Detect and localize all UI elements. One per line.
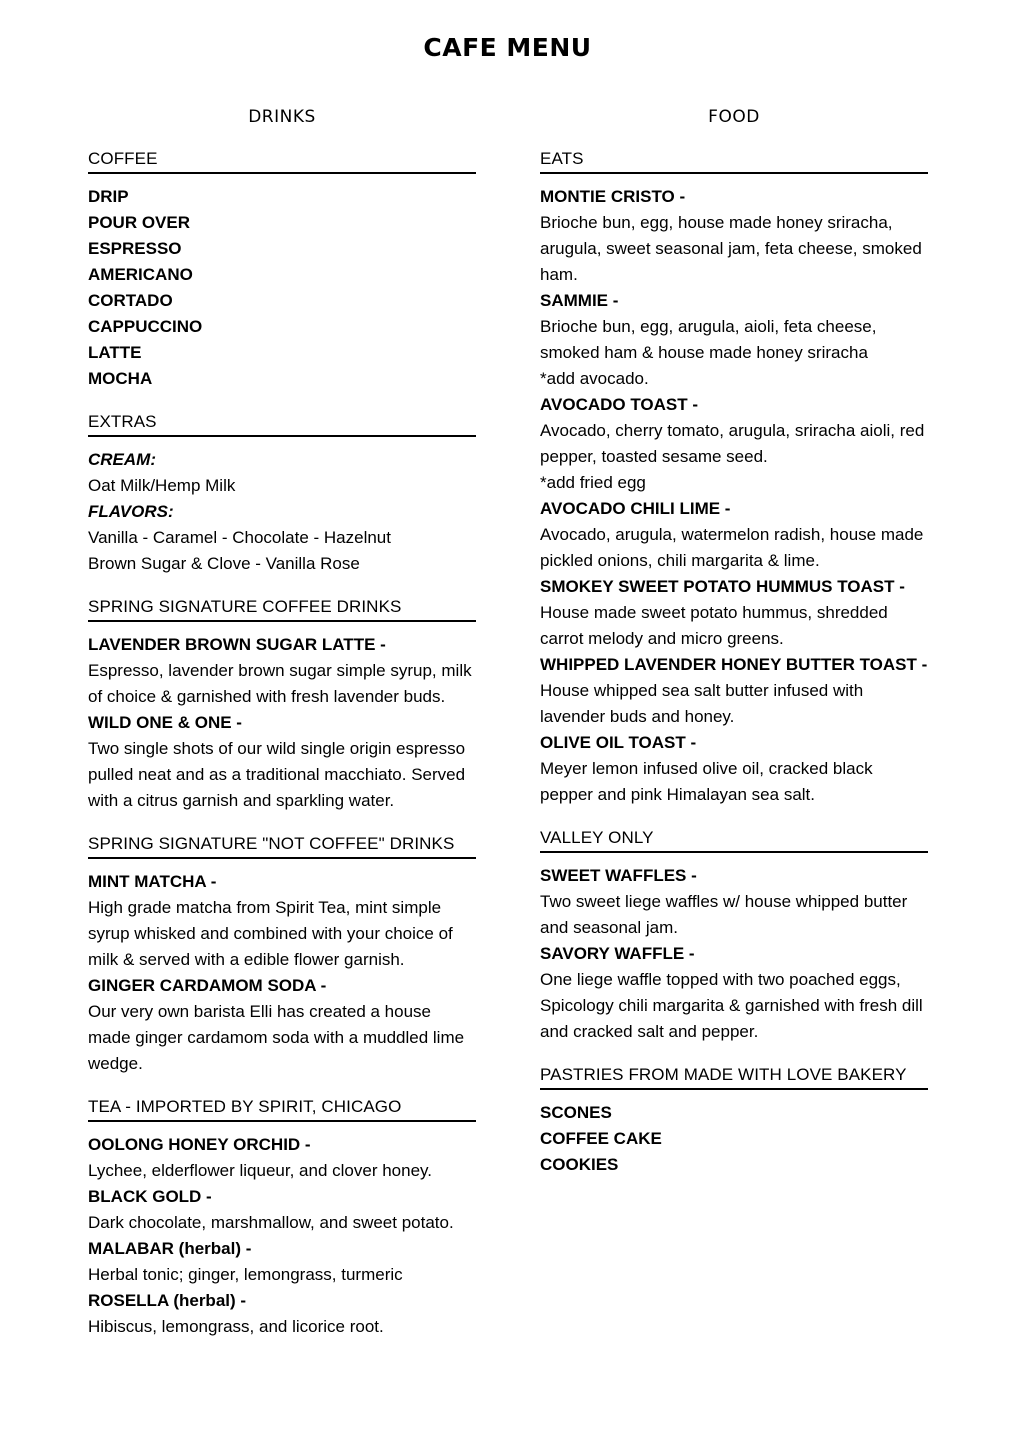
spring-not-coffee-section-title: SPRING SIGNATURE "NOT COFFEE" DRINKS: [88, 833, 476, 859]
menu-item-name: GINGER CARDAMOM SODA -: [88, 976, 327, 995]
food-heading: FOOD: [708, 107, 760, 127]
menu-item-description: Brioche bun, egg, arugula, aioli, feta cheese, smoked ham & house made honey sriracha: [540, 317, 877, 362]
menu-item-description: House whipped sea salt butter infused with lavender buds and honey.: [540, 681, 864, 726]
menu-item-description: One liege waffle topped with two poached eggs, Spicology chili margarita & garnished with fresh dill and cracked salt and pepper.: [540, 970, 923, 1041]
menu-item-description: Hibiscus, lemongrass, and licorice root.: [88, 1317, 384, 1336]
menu-item-description: Avocado, arugula, watermelon radish, house made pickled onions, chili margarita & lime.: [540, 525, 924, 570]
tea-section: [88, 1096, 476, 1340]
coffee-item: CORTADO: [88, 291, 173, 310]
menu-item-name: AVOCADO CHILI LIME -: [540, 499, 731, 518]
food-column: [540, 104, 928, 1197]
coffee-item: CAPPUCCINO: [88, 317, 203, 336]
flavors-options: Brown Sugar & Clove - Vanilla Rose: [88, 554, 360, 573]
menu-item-name: LAVENDER BROWN SUGAR LATTE -: [88, 635, 386, 654]
eats-section: [540, 148, 928, 808]
flavors-options: Vanilla - Caramel - Chocolate - Hazelnut: [88, 528, 391, 547]
menu-item-description: Avocado, cherry tomato, arugula, sriracha aioli, red pepper, toasted sesame seed.: [540, 421, 925, 466]
menu-item-name: MONTIE CRISTO -: [540, 187, 686, 206]
menu-item-name: MALABAR (herbal) -: [88, 1239, 252, 1258]
eats-section-title: EATS: [540, 148, 928, 174]
drinks-column: [88, 104, 476, 1359]
menu-item-description: Meyer lemon infused olive oil, cracked black pepper and pink Himalayan sea salt.: [540, 759, 873, 804]
menu-item-description: Herbal tonic; ginger, lemongrass, turmeric: [88, 1265, 403, 1284]
coffee-section-title: COFFEE: [88, 148, 476, 174]
menu-item-note: *add avocado.: [540, 369, 649, 388]
extras-section-title: EXTRAS: [88, 411, 476, 437]
pastry-item: COOKIES: [540, 1155, 619, 1174]
flavors-label: FLAVORS:: [88, 502, 174, 521]
menu-item-description: High grade matcha from Spirit Tea, mint simple syrup whisked and combined with your choice of milk & served with a edible flower garnish.: [88, 898, 453, 969]
menu-item-description: Two sweet liege waffles w/ house whipped butter and seasonal jam.: [540, 892, 908, 937]
menu-item-description: House made sweet potato hummus, shredded carrot melody and micro greens.: [540, 603, 888, 648]
valley-only-section-title: VALLEY ONLY: [540, 827, 928, 853]
pastries-section: [540, 1064, 928, 1178]
pastries-section-title: PASTRIES FROM MADE WITH LOVE BAKERY: [540, 1064, 928, 1090]
coffee-section: [88, 148, 476, 392]
menu-item-name: WILD ONE & ONE -: [88, 713, 242, 732]
menu-item-name: ROSELLA (herbal) -: [88, 1291, 247, 1310]
pastry-item: COFFEE CAKE: [540, 1129, 662, 1148]
menu-item-note: *add fried egg: [540, 473, 646, 492]
coffee-item: AMERICANO: [88, 265, 193, 284]
menu-item-name: OLIVE OIL TOAST -: [540, 733, 697, 752]
menu-item-description: Lychee, elderflower liqueur, and clover honey.: [88, 1161, 432, 1180]
extras-section: [88, 411, 476, 577]
spring-coffee-section-title: SPRING SIGNATURE COFFEE DRINKS: [88, 596, 476, 622]
menu-item-name: BLACK GOLD -: [88, 1187, 212, 1206]
menu-item-description: Brioche bun, egg, house made honey sriracha, arugula, sweet seasonal jam, feta cheese, smoked ham.: [540, 213, 922, 284]
menu-item-name: MINT MATCHA -: [88, 872, 217, 891]
cream-options: Oat Milk/Hemp Milk: [88, 476, 236, 495]
menu-title: CAFE MENU: [423, 33, 592, 62]
cream-label: CREAM:: [88, 450, 156, 469]
menu-item-description: Two single shots of our wild single origin espresso pulled neat and as a traditional macchiato. Served with a citrus garnish and sparkling water.: [88, 739, 466, 810]
coffee-item: POUR OVER: [88, 213, 191, 232]
pastry-item: SCONES: [540, 1103, 612, 1122]
menu-item-description: Dark chocolate, marshmallow, and sweet potato.: [88, 1213, 454, 1232]
menu-item-name: AVOCADO TOAST -: [540, 395, 699, 414]
valley-only-section: [540, 827, 928, 1045]
coffee-item: ESPRESSO: [88, 239, 182, 258]
drinks-heading: DRINKS: [248, 107, 316, 127]
coffee-item: MOCHA: [88, 369, 153, 388]
menu-item-name: SWEET WAFFLES -: [540, 866, 697, 885]
tea-section-title: TEA - IMPORTED BY SPIRIT, CHICAGO: [88, 1096, 476, 1122]
menu-item-name: SAMMIE -: [540, 291, 619, 310]
menu-item-name: SAVORY WAFFLE -: [540, 944, 695, 963]
coffee-item: DRIP: [88, 187, 129, 206]
menu-item-description: Our very own barista Elli has created a house made ginger cardamom soda with a muddled lime wedge.: [88, 1002, 465, 1073]
menu-item-name: SMOKEY SWEET POTATO HUMMUS TOAST -: [540, 577, 905, 596]
menu-item-description: Espresso, lavender brown sugar simple syrup, milk of choice & garnished with fresh lavender buds.: [88, 661, 472, 706]
menu-item-name: WHIPPED LAVENDER HONEY BUTTER TOAST -: [540, 655, 928, 674]
spring-not-coffee-section: [88, 833, 476, 1077]
menu-item-name: OOLONG HONEY ORCHID -: [88, 1135, 311, 1154]
coffee-item: LATTE: [88, 343, 142, 362]
spring-coffee-section: [88, 596, 476, 814]
